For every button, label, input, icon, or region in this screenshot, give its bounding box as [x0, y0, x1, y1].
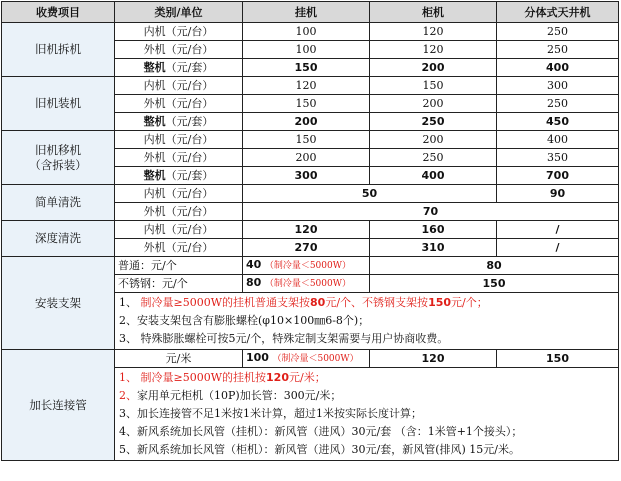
note-line: 3、加长连接管不足1米按1米计算，超过1米按实际长度计算；: [119, 407, 422, 420]
type-cell: 普通：元/个: [115, 257, 243, 275]
price-cell: 70: [243, 203, 619, 221]
price-cell: 450: [497, 113, 619, 131]
category-pipe: 加长连接管: [2, 350, 115, 461]
price-cell: 300: [243, 167, 370, 185]
price-cell: [243, 257, 370, 275]
table-row: [2, 221, 619, 239]
price-cell: 250: [497, 95, 619, 113]
type-cell: 内机（元/台）: [115, 221, 243, 239]
note-text: 元/米；: [289, 371, 326, 384]
note-prefix: 1、: [119, 296, 141, 309]
type-cell: 外机（元/台）: [115, 203, 243, 221]
type-unit: （元/套）: [165, 169, 214, 182]
type-cell: 不锈钢：元/个: [115, 275, 243, 293]
category-bracket: 安装支架: [2, 257, 115, 350]
price-cell: 150: [370, 275, 619, 293]
notes-cell: [115, 368, 619, 461]
price-cell: 200: [370, 95, 497, 113]
note-line: [119, 369, 614, 387]
header-cabinet: 柜机: [370, 2, 497, 23]
price-value: 40: [246, 258, 262, 271]
price-value: 80: [246, 276, 262, 289]
type-cell: 内机（元/台）: [115, 185, 243, 203]
price-cell: 160: [370, 221, 497, 239]
note-line: 5、新风系统加长风管（柜机）：新风管（进风）30元/套，新风管(排风) 15元/米。: [119, 443, 520, 456]
note-line: 3、 特殊膨胀螺栓可按5元/个，特殊定制支架需要与用户协商收费。: [119, 332, 449, 345]
price-note: （制冷量＜5000W）: [264, 279, 351, 289]
price-cell: 120: [370, 23, 497, 41]
price-cell: 150: [243, 131, 370, 149]
price-cell: 270: [243, 239, 370, 257]
note-line: 2、安装支架包含有膨胀螺栓(φ10×100㎜6-8个)；: [119, 314, 370, 327]
table-row: [2, 23, 619, 41]
note-value: 150: [428, 296, 452, 309]
type-cell: 内机（元/台）: [115, 77, 243, 95]
note-line: [119, 387, 614, 405]
note-text: 制冷量≥5000W的挂机普通支架按: [140, 296, 311, 309]
price-cell: 120: [370, 41, 497, 59]
price-cell: 150: [497, 350, 619, 368]
price-cell: 350: [497, 149, 619, 167]
price-cell: 200: [370, 131, 497, 149]
price-cell: [243, 275, 370, 293]
note-line: 4、新风系统加长风管（挂机）：新风管（进风）30元/套 （含：1米管+1个接头）；: [119, 425, 523, 438]
price-cell: 150: [370, 77, 497, 95]
price-cell: 310: [370, 239, 497, 257]
price-cell: 400: [370, 167, 497, 185]
price-cell: /: [497, 221, 619, 239]
category-old-install: 旧机装机: [2, 77, 115, 131]
price-cell: [243, 350, 370, 368]
note-text: 元/个；: [451, 296, 488, 309]
price-cell: 200: [243, 149, 370, 167]
price-cell: 90: [497, 185, 619, 203]
category-label: 旧机移机: [35, 142, 81, 157]
note-text: 制冷量≥5000W的挂机按: [140, 371, 267, 384]
price-cell: /: [497, 239, 619, 257]
type-cell: 内机（元/台）: [115, 131, 243, 149]
type-cell: 内机（元/台）: [115, 23, 243, 41]
type-cell: [115, 113, 243, 131]
type-cell: [115, 59, 243, 77]
type-cell: 外机（元/台）: [115, 95, 243, 113]
table-row: [2, 131, 619, 149]
category-deep-clean: 深度清洗: [2, 221, 115, 257]
price-cell: 250: [370, 149, 497, 167]
price-cell: 150: [243, 59, 370, 77]
price-cell: 400: [497, 131, 619, 149]
type-unit: （元/套）: [165, 61, 214, 74]
price-cell: 250: [370, 113, 497, 131]
type-cell: 外机（元/台）: [115, 41, 243, 59]
type-unit: （元/套）: [165, 115, 214, 128]
category-simple-clean: 简单清洗: [2, 185, 115, 221]
notes-cell: [115, 293, 619, 350]
type-cell: 元/米: [115, 350, 243, 368]
price-cell: 100: [243, 23, 370, 41]
price-cell: 200: [370, 59, 497, 77]
type-bold: 整机: [143, 169, 166, 182]
table-row: [2, 185, 619, 203]
price-cell: 120: [243, 221, 370, 239]
header-row: [2, 2, 619, 23]
price-cell: 300: [497, 77, 619, 95]
price-cell: 400: [497, 59, 619, 77]
header-wall: 挂机: [243, 2, 370, 23]
price-cell: 700: [497, 167, 619, 185]
table-row: [2, 77, 619, 95]
price-table: [1, 1, 619, 461]
price-note: （制冷量＜5000W）: [264, 261, 351, 271]
type-cell: 外机（元/台）: [115, 149, 243, 167]
price-cell: 200: [243, 113, 370, 131]
price-cell: 120: [243, 77, 370, 95]
note-text: 家用单元柜机（10P)加长管：300元/米；: [137, 389, 342, 402]
price-value: 100: [246, 351, 269, 364]
price-cell: 120: [370, 350, 497, 368]
header-type: 类别/单位: [115, 2, 243, 23]
category-label-sub: （含拆装）: [29, 157, 87, 172]
table-row: [2, 257, 619, 275]
price-cell: 150: [243, 95, 370, 113]
note-prefix: 2、: [119, 389, 137, 402]
price-cell: 100: [243, 41, 370, 59]
type-bold: 整机: [143, 115, 166, 128]
note-text: 元/个、不锈钢支架按: [325, 296, 429, 309]
price-cell: 80: [370, 257, 619, 275]
price-cell: 50: [243, 185, 497, 203]
type-bold: 整机: [143, 61, 166, 74]
note-line: [119, 294, 614, 312]
type-cell: [115, 167, 243, 185]
type-cell: 外机（元/台）: [115, 239, 243, 257]
note-value: 80: [310, 296, 326, 309]
price-note: （制冷量＜5000W）: [272, 354, 359, 364]
table-row: [2, 350, 619, 368]
price-cell: 250: [497, 23, 619, 41]
price-cell: 250: [497, 41, 619, 59]
category-old-removal: 旧机拆机: [2, 23, 115, 77]
header-ceiling: 分体式天井机: [497, 2, 619, 23]
note-value: 120: [266, 371, 289, 384]
category-old-move: [2, 131, 115, 185]
header-item: 收费项目: [2, 2, 115, 23]
note-prefix: 1、: [119, 371, 141, 384]
